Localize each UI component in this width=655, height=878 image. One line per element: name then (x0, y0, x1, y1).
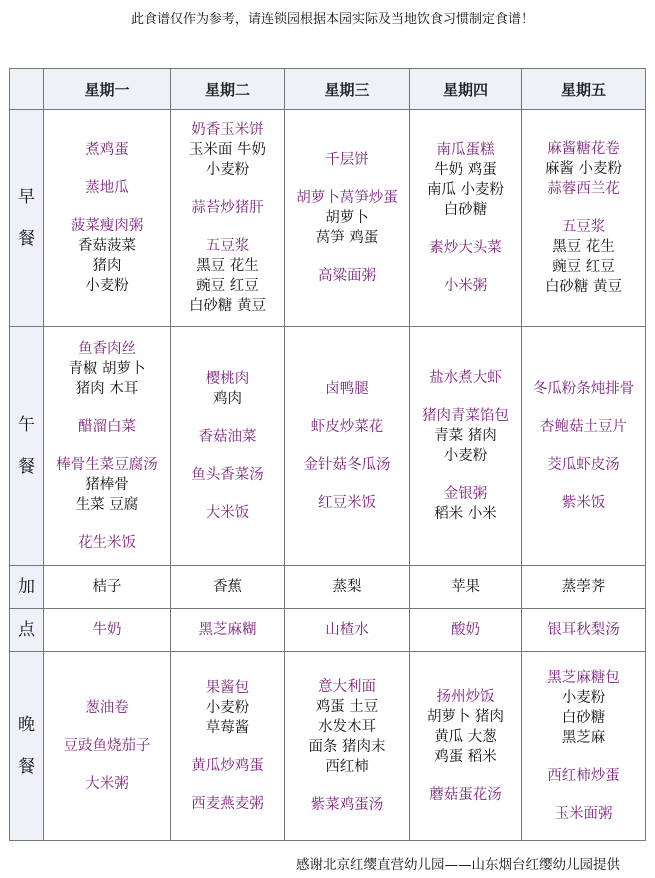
meal-row-breakfast (10, 110, 646, 327)
menu-cell (285, 566, 410, 609)
spacer (410, 767, 521, 785)
dish-name: 果酱包 (205, 680, 250, 696)
dish-name: 紫菜鸡蛋汤 (310, 797, 384, 813)
spacer (285, 437, 409, 455)
menu-cell (44, 609, 171, 652)
dish-name: 素炒大头菜 (429, 240, 502, 256)
day-header: 星期三 (285, 69, 410, 110)
menu-cell (522, 566, 646, 609)
menu-cell (44, 566, 171, 609)
ingredient-list: 白砂糖 黄豆 (188, 298, 267, 314)
spacer (171, 180, 284, 198)
meal-label-char: 餐 (18, 757, 35, 777)
dish-name: 意大利面 (318, 679, 376, 695)
meal-row-snack2 (10, 609, 646, 652)
menu-cell (410, 566, 522, 609)
meal-label-dinner (10, 652, 44, 841)
spacer (171, 738, 284, 756)
dish-name: 蘑菇蛋花汤 (429, 787, 502, 803)
ingredient-list: 玉米面 牛奶 (188, 142, 267, 158)
meal-row-lunch (10, 327, 646, 566)
dish-name: 卤鸭腿 (325, 381, 369, 397)
spacer (285, 170, 409, 188)
ingredient-list: 小麦粉 (561, 690, 606, 706)
dish-name: 紫米饭 (561, 495, 606, 511)
spacer (522, 748, 645, 766)
ingredient-list: 香蕉 (213, 579, 242, 595)
dish-name: 蒸地瓜 (85, 180, 129, 196)
dish-name: 黑芝麻糊 (198, 622, 257, 638)
dish-name: 茭瓜虾皮汤 (547, 457, 620, 473)
ingredient-list: 草莓酱 (205, 720, 250, 736)
ingredient-list: 豌豆 红豆 (552, 259, 615, 275)
menu-cell (285, 110, 410, 327)
ingredient-list: 黑豆 花生 (552, 239, 615, 255)
spacer (44, 756, 170, 774)
ingredient-list: 白砂糖 (443, 202, 488, 218)
menu-cell (285, 609, 410, 652)
dish-name: 扬州炒饭 (436, 689, 495, 705)
ingredient-list: 白砂糖 黄豆 (544, 279, 623, 295)
dish-name: 醋溜白菜 (78, 419, 136, 435)
dish-name: 千层饼 (325, 152, 369, 168)
dish-name: 棒骨生菜豆腐汤 (56, 457, 158, 473)
meal-label-char: 早 (18, 187, 35, 207)
ingredient-list: 小麦粉 (205, 700, 250, 716)
dish-name: 金针菇冬瓜汤 (303, 457, 391, 473)
ingredient-list: 黄瓜 大葱 (434, 729, 497, 745)
ingredient-list: 稻米 小米 (434, 506, 497, 522)
dish-name: 高粱面粥 (318, 268, 376, 284)
ingredient-list: 莴笋 鸡蛋 (315, 230, 379, 246)
dish-name: 盐水煮大虾 (429, 370, 502, 386)
spacer (522, 437, 645, 455)
ingredient-list: 黑芝麻 (561, 730, 606, 746)
day-header: 星期二 (171, 69, 285, 110)
dish-name: 蒜苔炒猪肝 (191, 200, 264, 216)
meal-label-char: 午 (18, 415, 35, 435)
ingredient-list: 南瓜 小麦粉 (426, 182, 505, 198)
spacer (44, 399, 170, 417)
spacer (171, 485, 284, 503)
dish-name: 山楂水 (325, 622, 369, 638)
meal-label-char: 加 (18, 577, 35, 597)
dish-name: 豆豉鱼烧茄子 (63, 738, 151, 754)
meal-label-lunch (10, 327, 44, 566)
spacer (522, 199, 645, 217)
spacer (285, 248, 409, 266)
spacer (410, 466, 521, 484)
menu-cell (171, 110, 285, 327)
ingredient-list: 蒸梨 (332, 579, 362, 595)
dish-name: 麻酱糖花卷 (547, 141, 620, 157)
ingredient-list: 白砂糖 (561, 710, 606, 726)
dish-name: 银耳秋梨汤 (547, 622, 620, 638)
dish-name: 西红柿炒蛋 (547, 768, 620, 784)
menu-cell (410, 327, 522, 566)
ingredient-list: 桔子 (92, 579, 122, 595)
credit-line: 感谢北京红缨直营幼儿园——山东烟台红缨幼儿园提供 (296, 857, 620, 873)
spacer (44, 437, 170, 455)
menu-cell (44, 327, 171, 566)
dish-name: 葱油卷 (85, 700, 129, 716)
ingredient-list: 小麦粉 (205, 162, 250, 178)
dish-name: 小米粥 (443, 278, 488, 294)
dish-name: 五豆浆 (205, 238, 250, 254)
meal-label-char: 晚 (18, 715, 35, 735)
spacer (171, 218, 284, 236)
spacer (522, 475, 645, 493)
menu-cell (285, 652, 410, 841)
menu-cell (522, 609, 646, 652)
ingredient-list: 牛奶 鸡蛋 (434, 162, 497, 178)
ingredient-list: 猪棒骨 (85, 477, 129, 493)
dish-name: 红豆米饭 (318, 495, 376, 511)
dish-name: 猪肉青菜馅包 (422, 408, 509, 424)
ingredient-list: 鸡蛋 稻米 (434, 749, 497, 765)
dish-name: 金银粥 (443, 486, 488, 502)
menu-cell (522, 110, 646, 327)
day-header: 星期一 (44, 69, 171, 110)
dish-name: 胡萝卜莴笋炒蛋 (296, 190, 398, 206)
spacer (44, 198, 170, 216)
ingredient-list: 小麦粉 (85, 278, 129, 294)
menu-cell (410, 609, 522, 652)
meal-row-snack1 (10, 566, 646, 609)
dish-name: 冬瓜粉条炖排骨 (532, 381, 635, 397)
dish-name: 菠菜瘦肉粥 (70, 218, 144, 234)
spacer (44, 515, 170, 533)
dish-name: 花生米饭 (78, 535, 136, 551)
dish-name: 虾皮炒菜花 (310, 419, 384, 435)
dish-name: 奶香玉米饼 (191, 122, 264, 138)
dish-name: 樱桃肉 (205, 371, 250, 387)
ingredient-list: 蒸荸荠 (561, 579, 606, 595)
menu-cell (171, 609, 285, 652)
ingredient-list: 生菜 豆腐 (75, 497, 139, 513)
dish-name: 煮鸡蛋 (85, 142, 129, 158)
dish-name: 鱼香肉丝 (78, 341, 136, 357)
dish-name: 五豆浆 (561, 219, 606, 235)
ingredient-list: 胡萝卜 (325, 210, 369, 226)
ingredient-list: 苹果 (451, 579, 480, 595)
meal-label-breakfast (10, 110, 44, 327)
ingredient-list: 鸡肉 (213, 391, 242, 407)
ingredient-list: 猪肉 (92, 258, 122, 274)
corner-cell (10, 69, 44, 110)
menu-cell (171, 652, 285, 841)
ingredient-list: 麻酱 小麦粉 (544, 161, 623, 177)
meal-label-char: 餐 (18, 457, 35, 477)
dish-name: 酸奶 (451, 622, 480, 638)
weekly-menu-table (9, 68, 646, 841)
ingredient-list: 黑豆 花生 (196, 258, 259, 274)
dish-name: 鱼头香菜汤 (191, 467, 264, 483)
disclaimer-note: 此食谱仅作为参考，请连锁园根据本园实际及当地饮食习惯制定食谱！ (130, 12, 534, 27)
ingredient-list: 香菇菠菜 (78, 238, 136, 254)
spacer (171, 447, 284, 465)
menu-cell (285, 327, 410, 566)
meal-row-dinner (10, 652, 646, 841)
dish-name: 大米饭 (205, 505, 250, 521)
meal-label-snack1 (10, 566, 44, 609)
spacer (522, 786, 645, 804)
dish-name: 南瓜蛋糕 (436, 142, 495, 158)
spacer (522, 399, 645, 417)
meal-label-char: 点 (18, 620, 35, 640)
day-header: 星期四 (410, 69, 522, 110)
dish-name: 玉米面粥 (554, 806, 613, 822)
meal-label-snack2 (10, 609, 44, 652)
dish-name: 大米粥 (85, 776, 129, 792)
ingredient-list: 水发木耳 (318, 719, 376, 735)
dish-name: 蒜蓉西兰花 (547, 181, 620, 197)
spacer (410, 220, 521, 238)
ingredient-list: 青椒 胡萝卜 (68, 361, 146, 377)
dish-name: 香菇油菜 (198, 429, 257, 445)
ingredient-list: 猪肉 木耳 (75, 381, 139, 397)
spacer (410, 258, 521, 276)
day-header: 星期五 (522, 69, 646, 110)
spacer (285, 475, 409, 493)
ingredient-list: 小麦粉 (443, 448, 488, 464)
spacer (171, 409, 284, 427)
day-header-row (10, 69, 646, 110)
spacer (171, 776, 284, 794)
menu-cell (410, 652, 522, 841)
dish-name: 黄瓜炒鸡蛋 (191, 758, 264, 774)
ingredient-list: 鸡蛋 土豆 (315, 699, 379, 715)
ingredient-list: 豌豆 红豆 (196, 278, 259, 294)
spacer (410, 388, 521, 406)
spacer (44, 718, 170, 736)
ingredient-list: 胡萝卜 猪肉 (426, 709, 505, 725)
ingredient-list: 青菜 猪肉 (434, 428, 497, 444)
menu-cell (44, 652, 171, 841)
menu-cell (522, 327, 646, 566)
menu-cell (171, 327, 285, 566)
menu-cell (44, 110, 171, 327)
spacer (44, 160, 170, 178)
ingredient-list: 面条 猪肉末 (308, 739, 386, 755)
ingredient-list: 西红柿 (325, 759, 369, 775)
spacer (285, 777, 409, 795)
spacer (285, 399, 409, 417)
dish-name: 牛奶 (92, 622, 122, 638)
dish-name: 杏鲍菇土豆片 (540, 419, 627, 435)
menu-cell (522, 652, 646, 841)
dish-name: 黑芝麻糖包 (547, 670, 620, 686)
menu-cell (410, 110, 522, 327)
menu-cell (171, 566, 285, 609)
dish-name: 西麦燕麦粥 (191, 796, 264, 812)
meal-label-char: 餐 (18, 229, 35, 249)
